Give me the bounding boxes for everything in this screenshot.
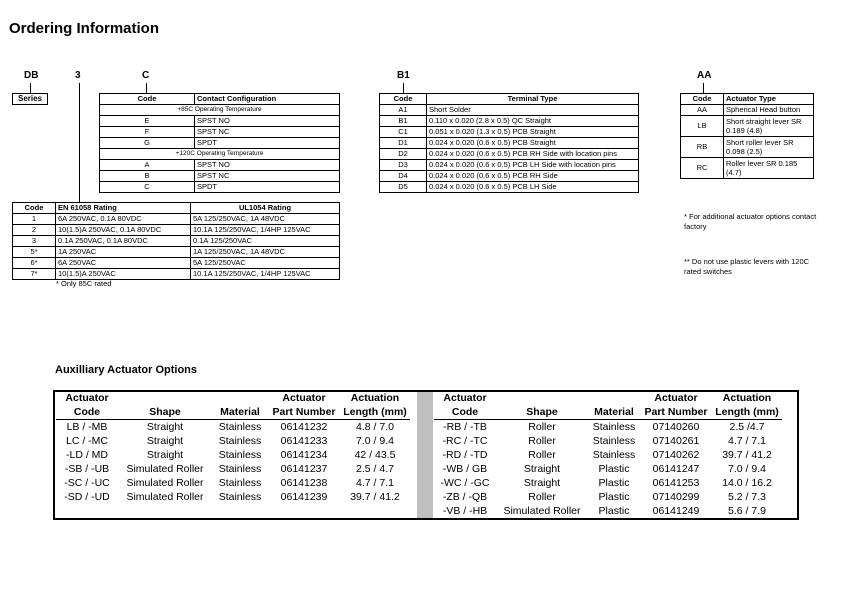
- table-row: -LD / MD Straight Stainless 06141234 42 / 43.5: [66, 449, 396, 461]
- header-part-number-1: Actuator: [654, 392, 698, 404]
- table-row: D3 0.024 x 0.020 (0.6 x 0.5) PCB LH Side with location pins: [380, 160, 639, 171]
- table-row: 7* 10(1.5)A 250VAC 10.1A 125/250VAC, 1/4HP 125VAC: [13, 269, 340, 280]
- table-row: D5 0.024 x 0.020 (0.6 x 0.5) PCB LH Side: [380, 182, 639, 193]
- table-row: 6* 6A 250VAC 5A 125/250VAC: [13, 258, 340, 269]
- header-material: Material: [220, 406, 260, 418]
- table-row: -SC / -UC Simulated Roller Stainless 06141238 4.7 / 7.1: [64, 477, 394, 489]
- code-letter-contact: C: [142, 70, 150, 81]
- connector-line: [146, 83, 147, 93]
- table-row: -RD / -TD Roller Stainless 07140262 39.7 / 41.2: [442, 449, 772, 461]
- table-row: 5* 1A 250VAC 1A 125/250VAC, 1A 48VDC: [13, 247, 340, 258]
- aux-title: Auxilliary Actuator Options: [55, 364, 198, 376]
- code-letter-actuator: AA: [697, 70, 712, 81]
- page-title: Ordering Information: [9, 20, 159, 37]
- aux-table-left: [56, 391, 410, 504]
- table-row: A SPST NO: [100, 160, 340, 171]
- header-shape: Shape: [526, 406, 558, 418]
- header-actuator-type: Actuator Type: [724, 94, 814, 105]
- header-terminal-type: Terminal Type: [427, 94, 639, 105]
- header-shape: Shape: [149, 406, 181, 418]
- table-row: AA Spherical Head button: [681, 105, 814, 116]
- section-label-85c: +85C Operating Temperature: [100, 105, 340, 116]
- table-row: -ZB / -QB Roller Plastic 07140299 5.2 / 7.3: [442, 491, 766, 503]
- aux-table-right: [434, 391, 782, 518]
- table-row: C1 0.051 x 0.020 (1.3 x 0.5) PCB Straight: [380, 127, 639, 138]
- section-label-120c: +120C Operating Temperature: [100, 149, 340, 160]
- header-actuator-code-1: Actuator: [65, 392, 109, 404]
- terminal-type-table: [379, 93, 639, 193]
- header-code: Code: [13, 203, 56, 214]
- connector-line: [79, 83, 80, 203]
- rating-footnote: * Only 85C rated: [56, 279, 112, 288]
- note-additional-actuators: * For additional actuator options contact factory: [684, 212, 817, 231]
- connector-line: [403, 83, 404, 93]
- table-row: -RB / -TB Roller Stainless 07140260 2.5 /4.7: [443, 421, 765, 433]
- header-length-1: Actuation: [350, 392, 400, 404]
- table-row: -VB / -HB Simulated Roller Plastic 06141249 5.6 / 7.9: [442, 505, 766, 517]
- header-length-2: Length (mm): [343, 406, 407, 418]
- table-row: D2 0.024 x 0.020 (0.6 x 0.5) PCB RH Side with location pins: [380, 149, 639, 160]
- table-row: B SPST NC: [100, 171, 340, 182]
- table-row: RC Roller lever SR 0.185 (4.7): [681, 158, 814, 179]
- header-code: Code: [681, 94, 724, 105]
- table-row: -WC / -GC Straight Plastic 06141253 14.0 / 16.2: [440, 477, 772, 489]
- header-code: Code: [380, 94, 427, 105]
- header-part-number-2: Part Number: [644, 406, 708, 418]
- header-actuator-code-2: Code: [451, 406, 479, 418]
- rating-table: [12, 202, 340, 280]
- header-length-1: Actuation: [722, 392, 772, 404]
- table-row: 1 6A 250VAC, 0.1A 80VDC 5A 125/250VAC, 1A 48VDC: [13, 214, 340, 225]
- header-length-2: Length (mm): [715, 406, 779, 418]
- table-row: G SPDT: [100, 138, 340, 149]
- actuator-type-table: [680, 93, 814, 179]
- connector-line: [30, 83, 31, 93]
- table-row: LC / -MC Straight Stainless 06141233 7.0 / 9.4: [66, 435, 394, 447]
- table-row: B1 0.110 x 0.020 (2.8 x 0.5) QC Straight: [380, 116, 639, 127]
- header-ul1054: UL1054 Rating: [191, 203, 340, 214]
- table-row: D1 0.024 x 0.020 (0.6 x 0.5) PCB Straight: [380, 138, 639, 149]
- header-material: Material: [594, 406, 634, 418]
- table-row: A1 Short Solder: [380, 105, 639, 116]
- table-row: 2 10(1.5)A 250VAC, 0.1A 80VDC 10.1A 125/250VAC, 1/4HP 125VAC: [13, 225, 340, 236]
- table-row: F SPST NC: [100, 127, 340, 138]
- table-row: -WB / GB Straight Plastic 06141247 7.0 / 9.4: [442, 463, 766, 475]
- aux-divider: [417, 392, 433, 518]
- code-letter-series: DB: [24, 70, 39, 81]
- table-row: -SD / -UD Simulated Roller Stainless 06141239 39.7 / 41.2: [64, 491, 400, 503]
- table-row: E SPST NO: [100, 116, 340, 127]
- connector-line: [703, 83, 704, 93]
- header-actuator-code-2: Code: [73, 406, 101, 418]
- code-letter-terminal: B1: [397, 70, 410, 81]
- table-row: LB / -MB Straight Stainless 06141232 4.8 / 7.0: [66, 421, 394, 433]
- header-contact-configuration: Contact Configuration: [195, 94, 340, 105]
- contact-config-table: [99, 93, 340, 193]
- header-en61058: EN 61058 Rating: [56, 203, 191, 214]
- header-code: Code: [100, 94, 195, 105]
- code-letter-rating: 3: [75, 70, 81, 81]
- header-part-number-1: Actuator: [282, 392, 326, 404]
- table-row: LB Short straight lever SR 0.189 (4.8): [681, 116, 814, 137]
- header-part-number-2: Part Number: [272, 406, 336, 418]
- table-row: RB Short roller lever SR 0.098 (2.5): [681, 137, 814, 158]
- table-row: C SPDT: [100, 182, 340, 193]
- table-row: D4 0.024 x 0.020 (0.6 x 0.5) PCB RH Side: [380, 171, 639, 182]
- header-actuator-code-1: Actuator: [443, 392, 487, 404]
- series-label: Series: [12, 93, 48, 105]
- note-plastic-levers: ** Do not use plastic levers with 120C rated switches: [684, 257, 810, 276]
- table-row: -SB / -UB Simulated Roller Stainless 06141237 2.5 / 4.7: [64, 463, 394, 475]
- table-row: -RC / -TC Roller Stainless 07140261 4.7 / 7.1: [442, 435, 766, 447]
- table-row: 3 0.1A 250VAC, 0.1A 80VDC 0.1A 125/250VAC: [13, 236, 340, 247]
